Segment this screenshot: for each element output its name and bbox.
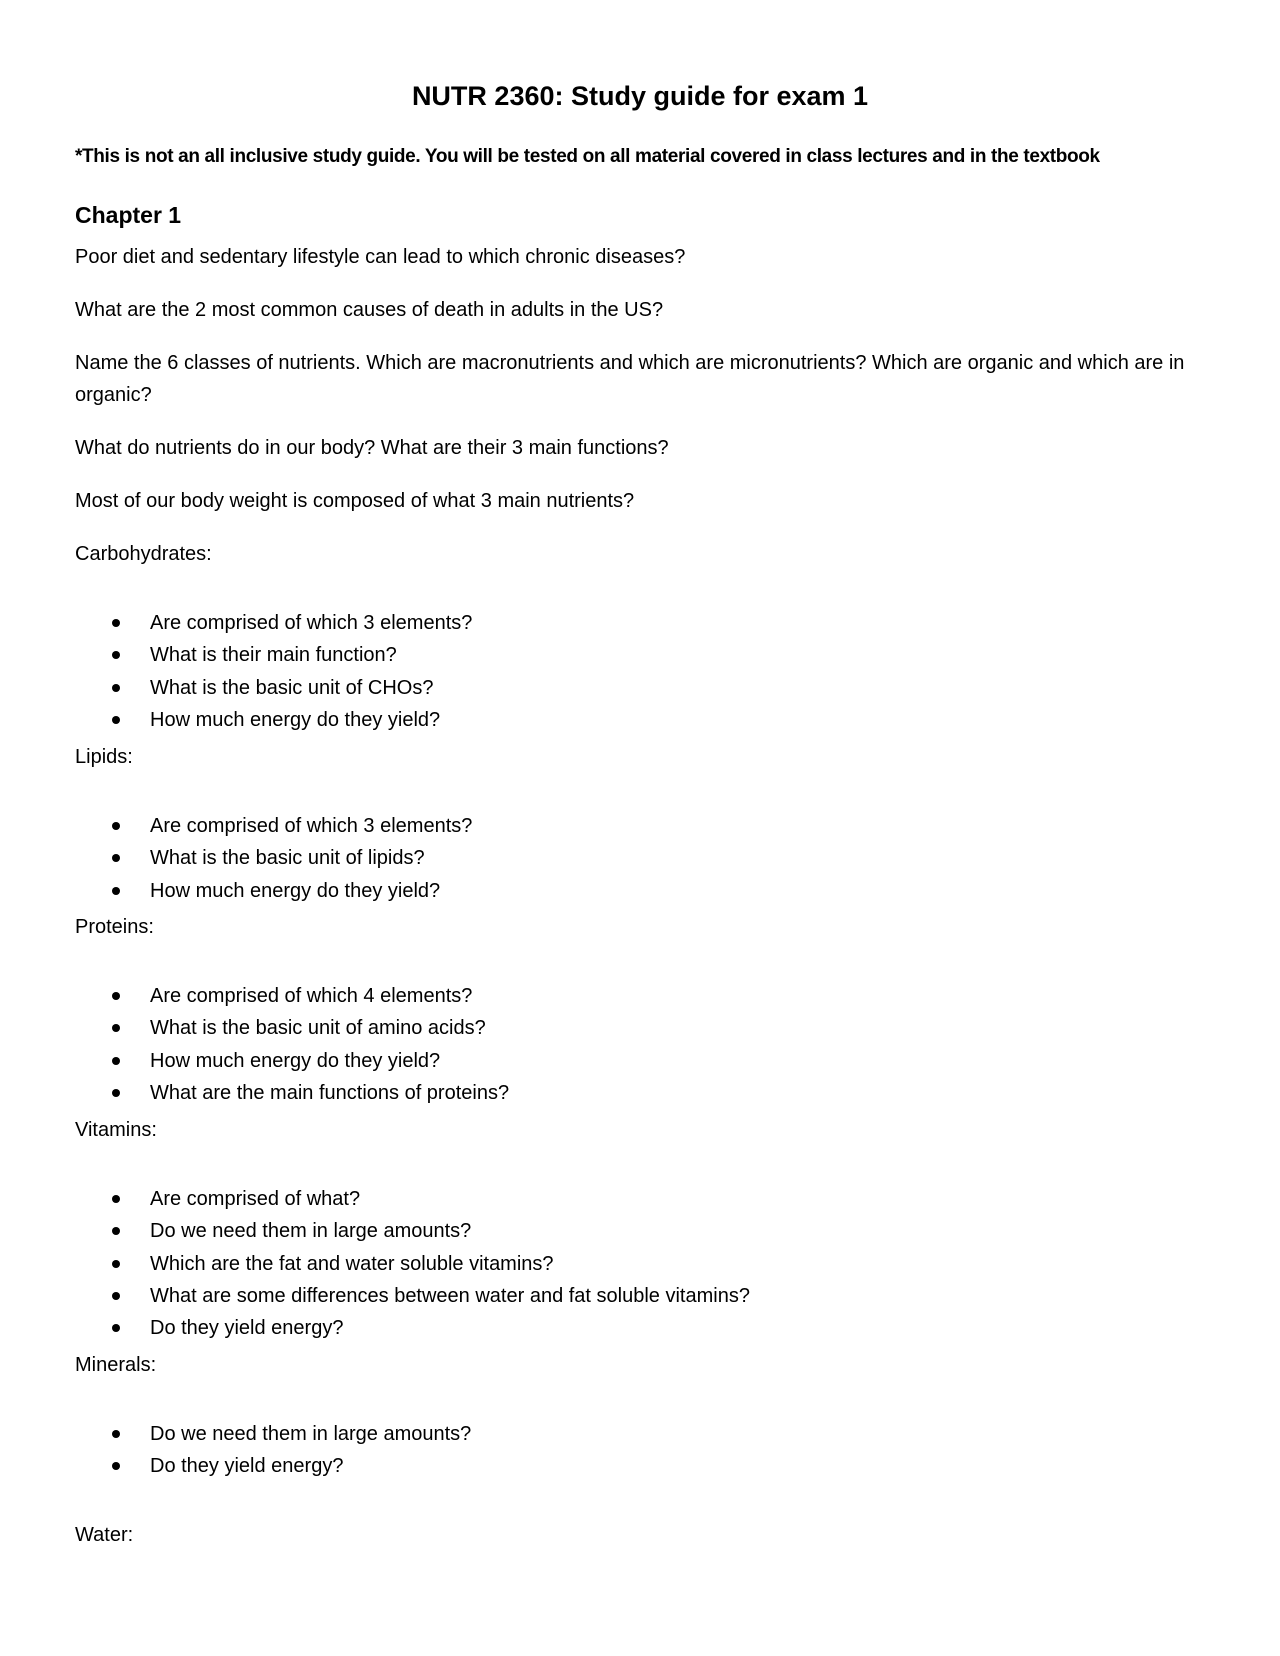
list-item: Which are the fat and water soluble vitamins? xyxy=(75,1248,750,1280)
list-item: What are the main functions of proteins? xyxy=(75,1077,509,1109)
list-item: How much energy do they yield? xyxy=(75,875,472,907)
disclaimer-note: *This is not an all inclusive study guide. You will be tested on all material covered in class lectures and in the textbook xyxy=(75,146,1100,167)
question-chronic-diseases: Poor diet and sedentary lifestyle can lead to which chronic diseases? xyxy=(75,246,686,268)
bullet-icon xyxy=(112,684,120,692)
bullet-icon xyxy=(112,822,120,830)
section-label-minerals: Minerals: xyxy=(75,1354,157,1376)
bullet-icon xyxy=(112,992,120,1000)
bullet-list-vitamins xyxy=(75,1183,750,1344)
document-title: NUTR 2360: Study guide for exam 1 xyxy=(411,81,869,111)
list-item: Are comprised of which 3 elements? xyxy=(75,607,472,639)
list-item: Do they yield energy? xyxy=(75,1450,471,1482)
bullet-icon xyxy=(112,1430,120,1438)
list-item: How much energy do they yield? xyxy=(75,1045,509,1077)
bullet-icon xyxy=(112,1260,120,1268)
bullet-icon xyxy=(112,1057,120,1065)
bullet-icon xyxy=(112,887,120,895)
chapter-heading: Chapter 1 xyxy=(75,202,182,228)
bullet-icon xyxy=(112,1292,120,1300)
bullet-icon xyxy=(112,619,120,627)
bullet-list-minerals xyxy=(75,1418,471,1483)
section-label-carbohydrates: Carbohydrates: xyxy=(75,543,212,565)
bullet-list-proteins xyxy=(75,980,509,1109)
bullet-icon xyxy=(112,1024,120,1032)
question-nutrient-classes: Name the 6 classes of nutrients. Which are macronutrients and which are micronutrients? Which are organic and which are in organic? xyxy=(75,352,1185,406)
section-label-vitamins: Vitamins: xyxy=(75,1119,157,1141)
list-item: Do we need them in large amounts? xyxy=(75,1215,750,1247)
list-item: Do they yield energy? xyxy=(75,1312,750,1344)
list-item: What is their main function? xyxy=(75,639,472,671)
bullet-list-carbohydrates xyxy=(75,607,472,736)
section-label-proteins: Proteins: xyxy=(75,916,154,938)
list-item: Are comprised of which 3 elements? xyxy=(75,810,472,842)
question-causes-of-death: What are the 2 most common causes of death in adults in the US? xyxy=(75,299,664,321)
section-label-water: Water: xyxy=(75,1524,134,1546)
question-nutrient-functions: What do nutrients do in our body? What are their 3 main functions? xyxy=(75,437,669,459)
bullet-icon xyxy=(112,854,120,862)
list-item: What is the basic unit of CHOs? xyxy=(75,672,472,704)
bullet-list-lipids xyxy=(75,810,472,907)
list-item: Are comprised of which 4 elements? xyxy=(75,980,509,1012)
list-item: Are comprised of what? xyxy=(75,1183,750,1215)
bullet-icon xyxy=(112,716,120,724)
bullet-icon xyxy=(112,1324,120,1332)
list-item: How much energy do they yield? xyxy=(75,704,472,736)
question-body-weight: Most of our body weight is composed of what 3 main nutrients? xyxy=(75,490,635,512)
list-item: What is the basic unit of amino acids? xyxy=(75,1012,509,1044)
bullet-icon xyxy=(112,651,120,659)
bullet-icon xyxy=(112,1227,120,1235)
list-item: Do we need them in large amounts? xyxy=(75,1418,471,1450)
bullet-icon xyxy=(112,1195,120,1203)
list-item: What are some differences between water and fat soluble vitamins? xyxy=(75,1280,750,1312)
section-label-lipids: Lipids: xyxy=(75,746,133,768)
list-item: What is the basic unit of lipids? xyxy=(75,842,472,874)
bullet-icon xyxy=(112,1089,120,1097)
bullet-icon xyxy=(112,1462,120,1470)
